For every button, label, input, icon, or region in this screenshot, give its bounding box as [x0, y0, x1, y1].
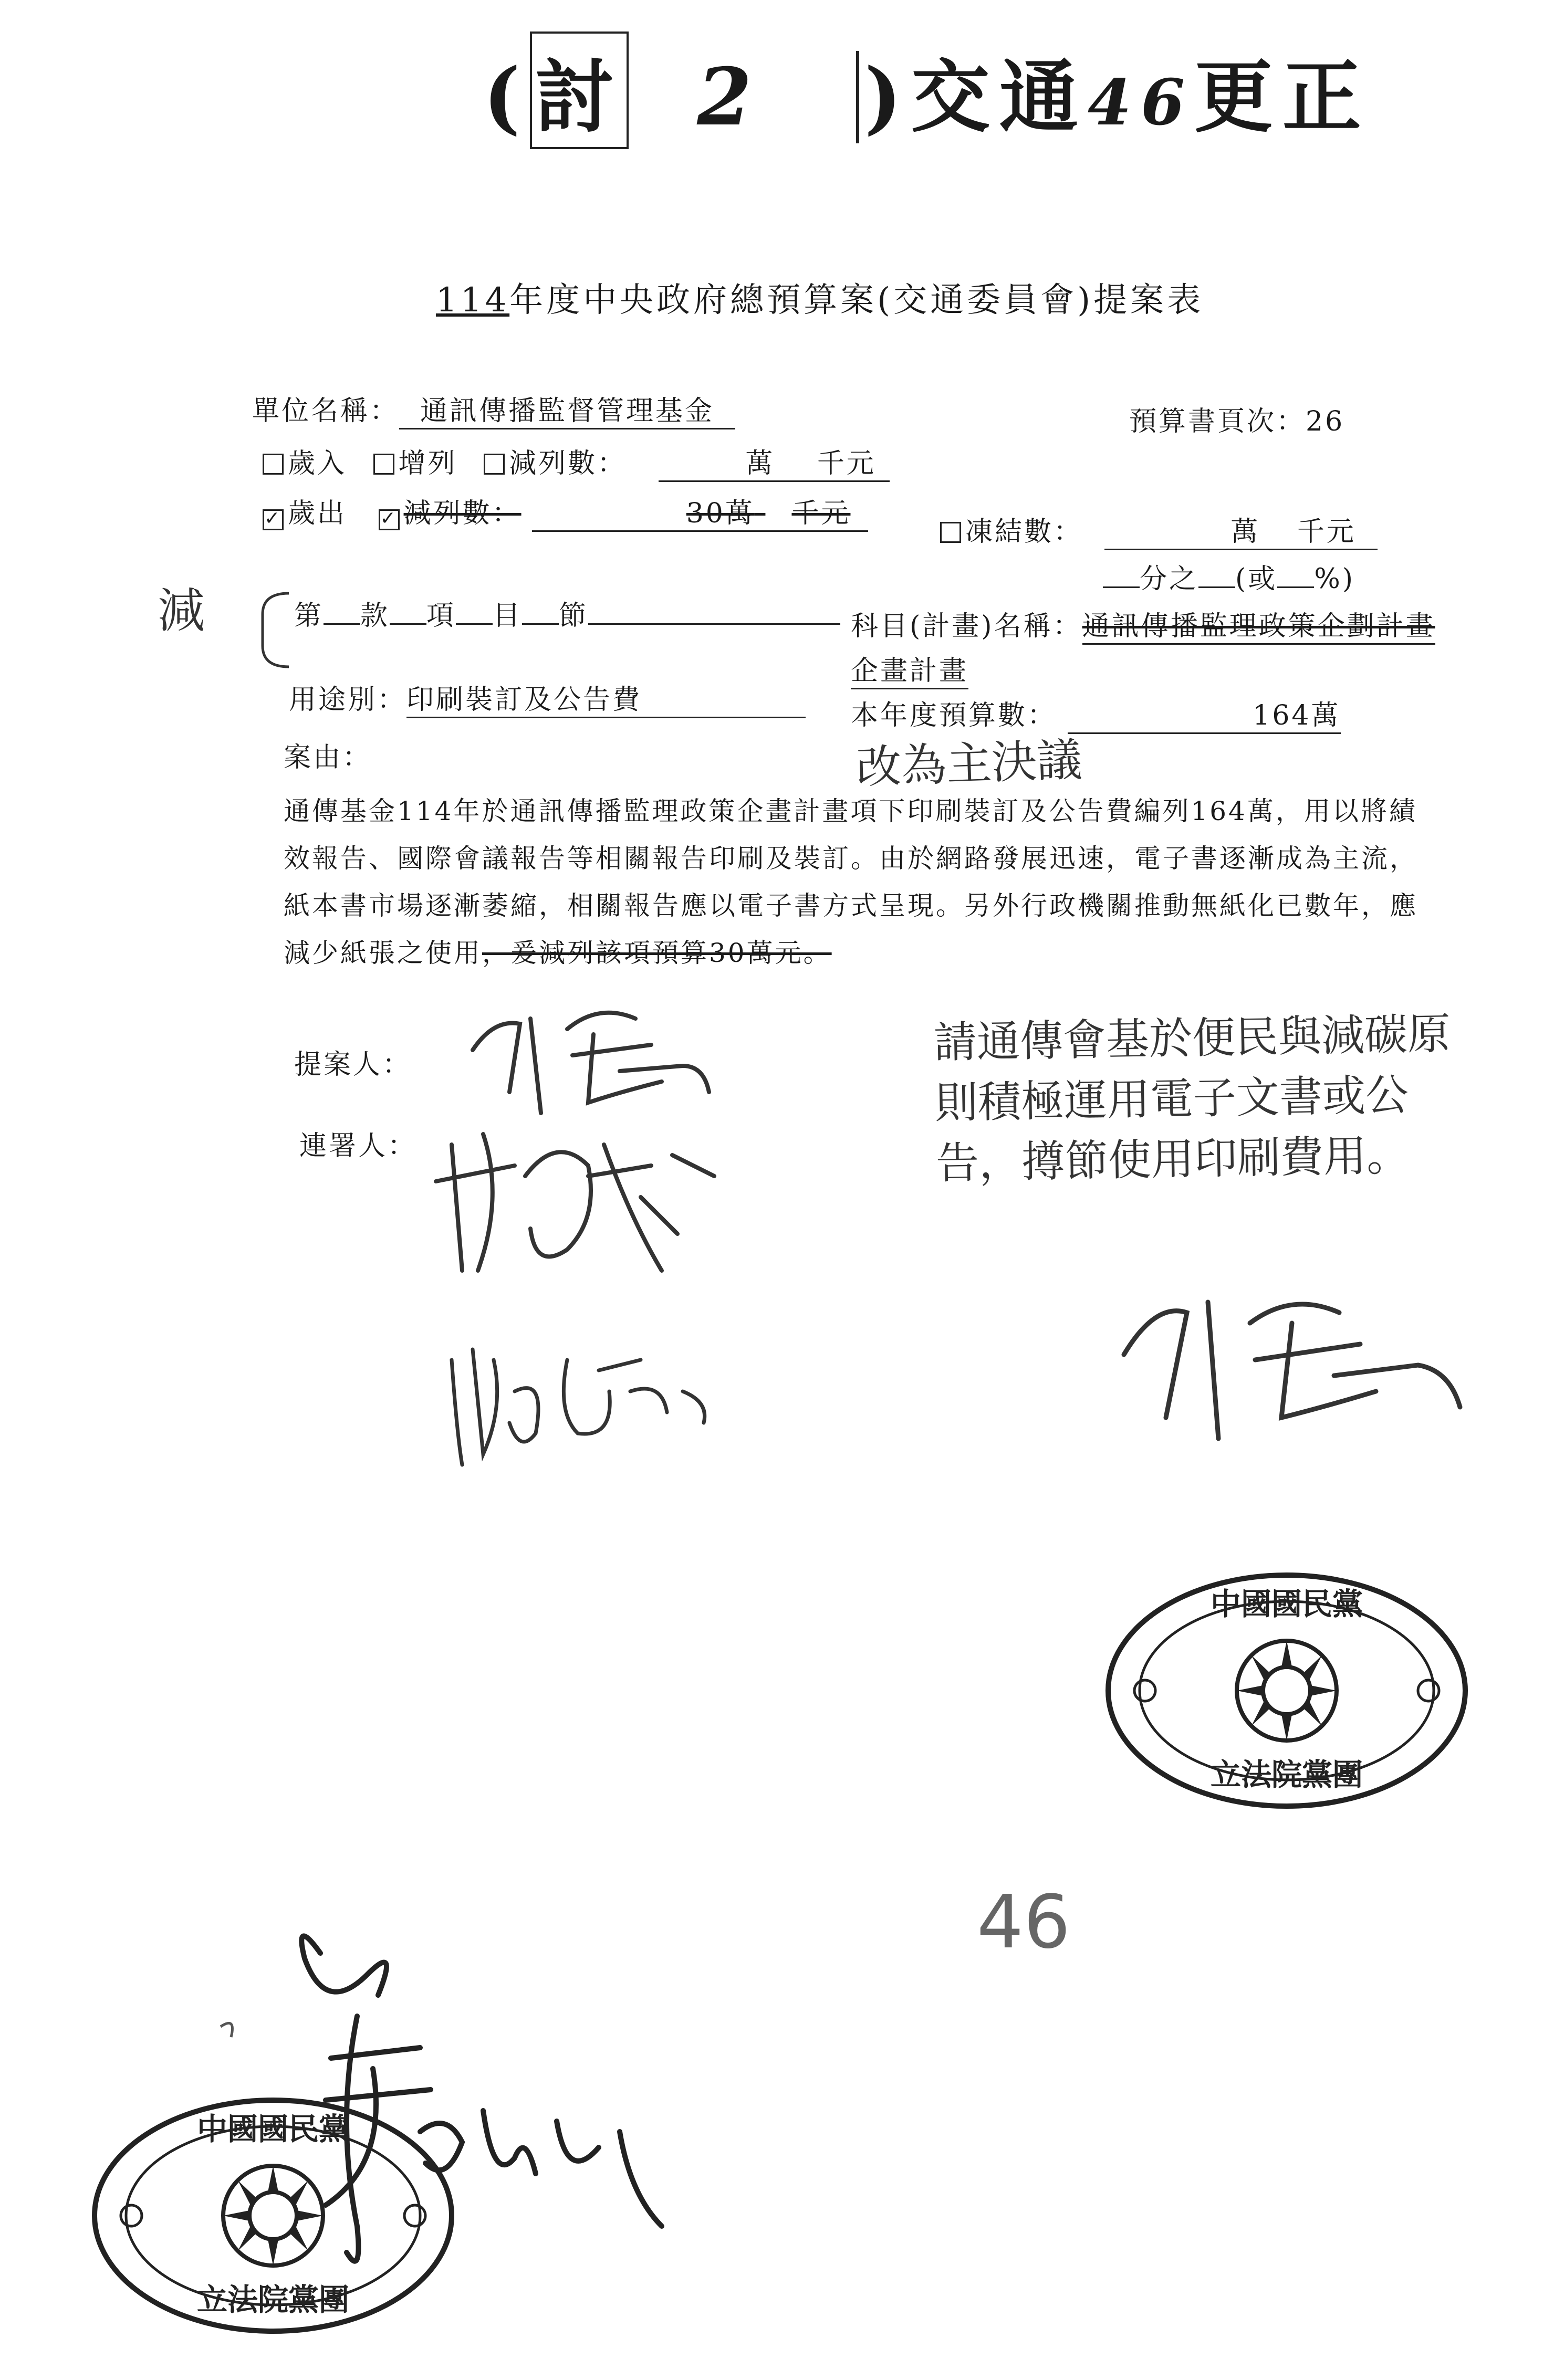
- usage-label: 用途別：: [289, 684, 407, 716]
- page-ref: [1129, 399, 1344, 438]
- page-number: 46: [977, 1880, 1071, 1965]
- expense-label: 歲出: [288, 498, 347, 529]
- subject-row-2: [851, 648, 968, 689]
- subject-value: 通訊傳播監理政策企劃計畫: [1082, 604, 1435, 645]
- header-open-bracket: (: [483, 51, 530, 143]
- reduce-checkbox: [484, 454, 505, 475]
- fraction-row: [1103, 557, 1355, 596]
- seal-top-text: 中國國民黨: [196, 2111, 350, 2147]
- reason-label: 案由：: [284, 742, 372, 773]
- unit-row: [252, 389, 735, 429]
- freeze-label: 凍結數：: [965, 516, 1083, 548]
- subject-row: [851, 604, 1435, 645]
- item-bracket: [252, 588, 294, 672]
- seal-bottom-text: 立法院黨團: [1210, 1757, 1363, 1792]
- item-jie: 節: [559, 600, 589, 632]
- freeze-amount-line: 萬 千元: [1104, 509, 1378, 550]
- party-seal-right: [1098, 1565, 1476, 1817]
- subject-label: 科目(計畫)名稱：: [851, 611, 1082, 642]
- title-year: 114: [436, 281, 510, 320]
- subject-value-2: 企畫計畫: [851, 648, 968, 689]
- item-mu: 目: [493, 600, 523, 632]
- reason-struck-text: ，爰減列該項預算30萬元。: [482, 938, 832, 968]
- expense-amount: 30: [686, 498, 725, 529]
- cosigner-signature-1: [431, 1113, 725, 1292]
- handwritten-jian: 減: [158, 583, 205, 638]
- page-header: [483, 32, 1371, 149]
- header-discuss: 討: [530, 32, 629, 149]
- revenue-row: [263, 441, 890, 482]
- handwritten-note: 請通傳會基於便民與減碳原則積極運用電子文書或公告，撙節使用印刷費用。: [933, 1009, 1451, 1189]
- add-checkbox: [373, 454, 394, 475]
- cosigner-signature-2: [441, 1328, 735, 1486]
- percent-label: %): [1314, 563, 1355, 595]
- wan-label: 萬: [745, 448, 775, 479]
- budget-unit: 萬: [1311, 700, 1341, 731]
- item-kuan: 款: [360, 600, 390, 632]
- usage-value: 印刷裝訂及公告費: [406, 677, 806, 718]
- freeze-row: [940, 509, 1378, 550]
- add-label: 增列: [398, 448, 457, 479]
- usage-row: [289, 677, 806, 718]
- budget-row: [851, 693, 1341, 734]
- item-xiang: 項: [426, 600, 456, 632]
- cosigner-label: 連署人：: [299, 1130, 418, 1162]
- reason-text: 通傳基金114年於通訊傳播監理政策企畫計畫項下印刷裝訂及公告費編列164萬，用以將績效報告、國際會議報告等相關報告印刷及裝訂。由於網路發展迅速，電子書逐漸成為主流，紙本書市場逐漸萎縮，相關報告應以電子書方式呈現。另外行政機關推動無紙化已數年，應減少紙張之使用: [284, 796, 1418, 968]
- header-correction: 更正: [1194, 51, 1371, 143]
- header-close-bracket: ): [856, 51, 911, 143]
- expense-reduce-struck: ✓ 減列數：: [379, 498, 522, 529]
- header-case-number: 46: [1087, 66, 1194, 140]
- unit-value: 通訊傳播監督管理基金: [399, 389, 735, 429]
- handwritten-resolution: 改為主決議: [855, 733, 1083, 794]
- budget-value: 164: [1253, 700, 1311, 731]
- item-di: 第: [294, 600, 324, 632]
- signature-bottom-right: [1103, 1271, 1470, 1460]
- or-label: (或: [1235, 563, 1278, 595]
- header-committee: 交通: [911, 51, 1088, 143]
- reduce-label: 減列數：: [509, 448, 627, 479]
- form-title: [436, 273, 1204, 321]
- proposer-signature: [462, 987, 725, 1134]
- reason-paragraph: [284, 788, 1428, 977]
- seal-bottom-text: 立法院黨團: [196, 2282, 350, 2318]
- revenue-checkbox: [263, 454, 284, 475]
- freeze-checkbox: [940, 522, 961, 543]
- item-row: [294, 593, 840, 633]
- unit-label: 單位名稱：: [252, 395, 400, 427]
- expense-row: [263, 491, 868, 532]
- revenue-amount-line: [659, 441, 890, 482]
- expense-amount-line: 30萬 千元: [532, 491, 868, 532]
- seal-top-text: 中國國民黨: [1210, 1586, 1363, 1622]
- expense-checkbox: [263, 509, 284, 530]
- revenue-label: 歲入: [288, 448, 347, 479]
- page-ref-label: 預算書頁次：: [1129, 406, 1306, 437]
- budget-line: [1068, 693, 1341, 734]
- title-text: 年度中央政府總預算案(交通委員會)提案表: [509, 281, 1204, 320]
- header-number: 2: [697, 51, 762, 143]
- party-seal-left: [84, 2090, 462, 2342]
- qian-label: 千元: [817, 448, 876, 479]
- page-ref-value: 26: [1306, 406, 1345, 437]
- proposer-label: 提案人：: [294, 1049, 412, 1081]
- fraction-label: 分之: [1140, 563, 1199, 595]
- budget-label: 本年度預算數：: [851, 700, 1057, 731]
